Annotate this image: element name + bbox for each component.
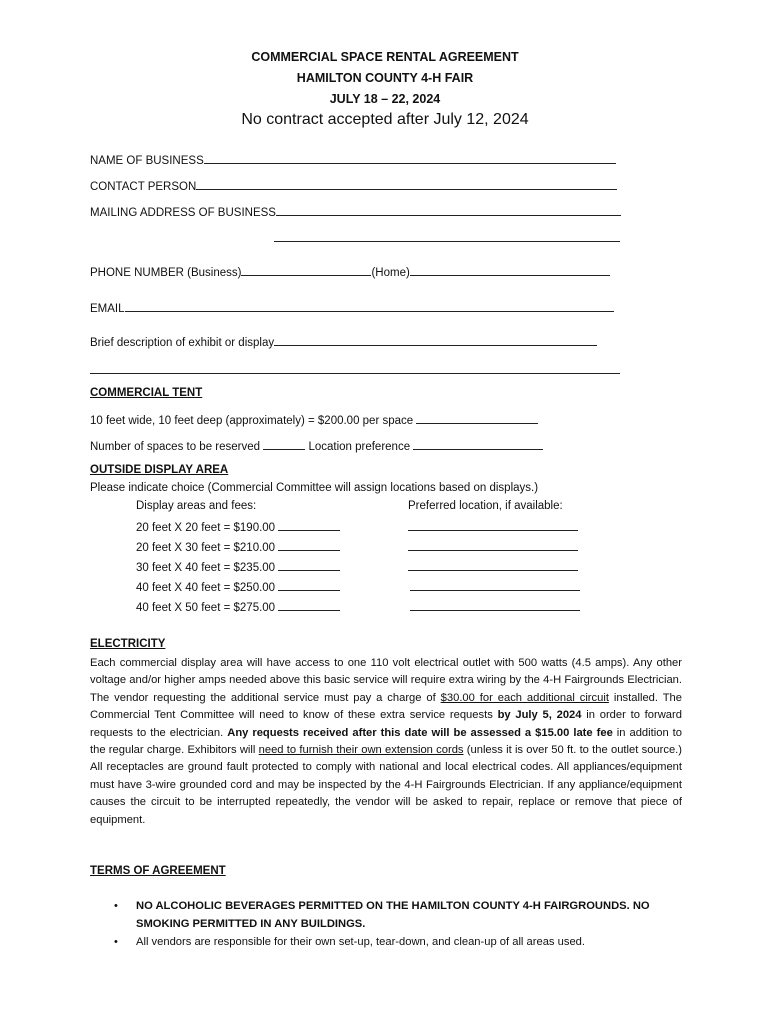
terms-heading: TERMS OF AGREEMENT	[90, 865, 226, 877]
phone-business-field[interactable]	[241, 264, 371, 276]
commercial-tent-heading: COMMERCIAL TENT	[90, 387, 203, 399]
description-field[interactable]	[274, 334, 597, 346]
display-option-field[interactable]	[278, 519, 340, 531]
electricity-text: in order to forward requests to the electrician.	[90, 709, 682, 739]
late-fee-notice: Any requests received after this date will be assessed a $15.00 late fee	[227, 726, 613, 739]
display-option-field[interactable]	[278, 559, 340, 571]
location-preference-field[interactable]	[413, 438, 543, 450]
tent-spaces-field[interactable]	[263, 438, 305, 450]
business-name-label: NAME OF BUSINESS	[90, 155, 204, 167]
request-deadline: by July 5, 2024	[497, 709, 582, 722]
display-option-field[interactable]	[278, 539, 340, 551]
mailing-address-label: MAILING ADDRESS OF BUSINESS	[90, 207, 276, 219]
mailing-address-row	[90, 204, 621, 219]
display-option-label: 20 feet X 20 feet = $190.00	[136, 522, 276, 534]
description-line2-row	[90, 362, 620, 377]
outside-display-instruction: Please indicate choice (Commercial Committee will assign locations based on displays.)	[90, 482, 539, 494]
preferred-location-row	[408, 539, 578, 554]
outside-display-heading: OUTSIDE DISPLAY AREA	[90, 464, 229, 476]
phone-row	[90, 264, 610, 279]
display-option-label: 40 feet X 40 feet = $250.00	[136, 582, 276, 594]
tent-price-label: 10 feet wide, 10 feet deep (approximately) = $200.00 per space	[90, 415, 414, 427]
preferred-location-row	[408, 519, 578, 534]
electricity-text: in addition to the regular charge. Exhibitors will	[90, 726, 682, 757]
description-row	[90, 334, 597, 349]
display-fees-header: Display areas and fees:	[136, 500, 257, 512]
display-option-row	[136, 559, 340, 574]
mailing-address-field[interactable]	[276, 204, 621, 216]
terms-item: NO ALCOHOLIC BEVERAGES PERMITTED ON THE HAMILTON COUNTY 4-H FAIRGROUNDS. NO SMOKING PERMITTED IN ANY BUILDINGS.	[136, 900, 650, 930]
display-option-field[interactable]	[278, 599, 340, 611]
contact-person-label: CONTACT PERSON	[90, 181, 197, 193]
electricity-paragraph	[90, 655, 682, 829]
display-option-row	[136, 599, 340, 614]
preferred-location-row	[408, 559, 578, 574]
mailing-address-line2-row	[274, 230, 620, 245]
display-option-field[interactable]	[278, 579, 340, 591]
tent-price-row	[90, 412, 538, 427]
preferred-location-field[interactable]	[408, 559, 578, 571]
business-name-row	[90, 152, 616, 167]
extension-cords-notice: need to furnish their own extension cords	[258, 744, 464, 757]
circuit-charge: $30.00 for each additional circuit	[440, 691, 609, 704]
tent-spaces-row	[90, 438, 543, 453]
description-line2-field[interactable]	[90, 362, 620, 374]
phone-business-label: PHONE NUMBER (Business)	[90, 267, 242, 279]
fair-dates: JULY 18 – 22, 2024	[329, 92, 441, 106]
display-option-row	[136, 539, 340, 554]
bullet-icon: •	[114, 900, 118, 912]
email-label: EMAIL	[90, 303, 125, 315]
fair-name: HAMILTON COUNTY 4-H FAIR	[296, 71, 474, 85]
contact-person-field[interactable]	[196, 178, 617, 190]
display-option-row	[136, 579, 340, 594]
contact-person-row	[90, 178, 617, 193]
display-option-label: 20 feet X 30 feet = $210.00	[136, 542, 276, 554]
electricity-text: installed. The Commercial Tent Committee will need to know of these extra service requests	[90, 691, 682, 722]
email-field[interactable]	[125, 300, 614, 312]
description-label: Brief description of exhibit or display	[90, 337, 275, 349]
preferred-location-row	[410, 599, 580, 614]
business-name-field[interactable]	[204, 152, 616, 164]
document-title: COMMERCIAL SPACE RENTAL AGREEMENT	[251, 50, 519, 64]
preferred-location-row	[410, 579, 580, 594]
phone-home-field[interactable]	[410, 264, 610, 276]
location-preference-label: Location preference	[308, 441, 411, 453]
tent-spaces-total-field[interactable]	[416, 412, 538, 424]
phone-home-label: (Home)	[371, 267, 410, 279]
bullet-icon: •	[114, 936, 118, 948]
electricity-text: Each commercial display area will have access to one 110 volt electrical outlet with 500 watts (4.5 amps). Any other voltage and/or higher amps needed above this basic service will require extra wiring by the 4-H Fairgrounds Electrician. The vendor requesting the additional service must pay a charge of	[90, 657, 682, 704]
display-option-label: 30 feet X 40 feet = $235.00	[136, 562, 276, 574]
tent-spaces-label: Number of spaces to be reserved	[90, 441, 261, 453]
electricity-heading: ELECTRICITY	[90, 638, 166, 650]
terms-item: All vendors are responsible for their own set-up, tear-down, and clean-up of all areas used.	[136, 936, 585, 948]
display-option-label: 40 feet X 50 feet = $275.00	[136, 602, 276, 614]
preferred-location-field[interactable]	[410, 579, 580, 591]
preferred-location-field[interactable]	[408, 519, 578, 531]
contract-deadline: No contract accepted after July 12, 2024	[241, 111, 529, 128]
mailing-address-line2-field[interactable]	[274, 230, 620, 242]
preferred-location-field[interactable]	[410, 599, 580, 611]
electricity-text: (unless it is over 50 ft. to the outlet source.) All receptacles are ground fault protected to comply with national and local electrical codes. All appliances/equipment must have 3-wire grounded cord and may be inspected by the 4-H Fairgrounds Electrician. If any appliance/equipment causes the circuit to be interrupted repeatedly, the vendor will be asked to repair, replace or remove that piece of equipment.	[90, 744, 683, 826]
email-row	[90, 300, 614, 315]
preferred-location-field[interactable]	[408, 539, 578, 551]
preferred-location-header: Preferred location, if available:	[408, 500, 563, 512]
display-option-row	[136, 519, 340, 534]
